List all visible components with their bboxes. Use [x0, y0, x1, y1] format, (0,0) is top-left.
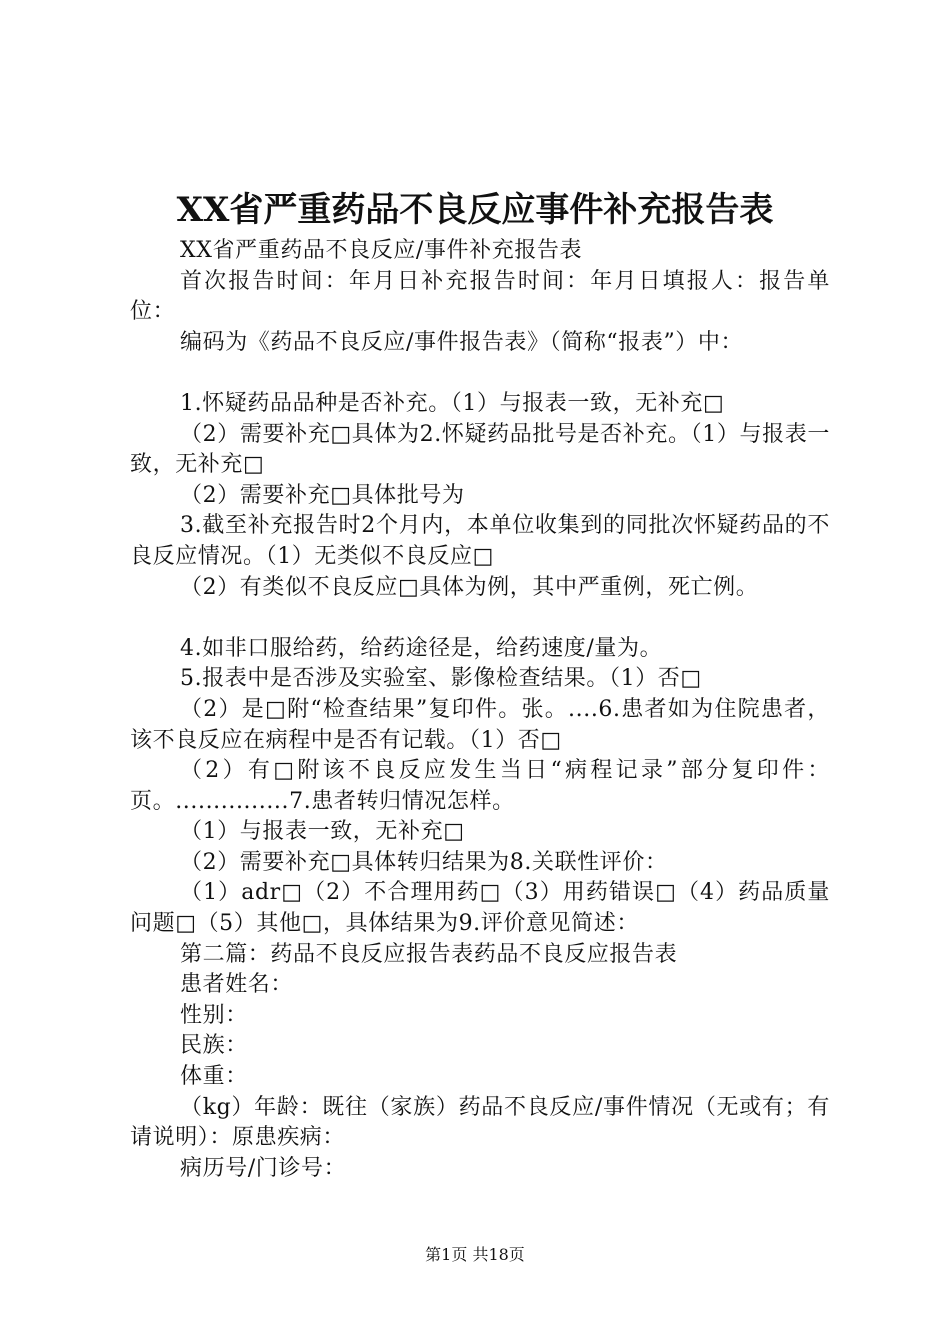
paragraph: （2）需要补充□具体转归结果为8.关联性评价：: [180, 849, 668, 875]
paragraph: 患者姓名：: [180, 972, 294, 998]
paragraph: （2）需要补充□具体为2.怀疑药品批号是否补充。（1）与报表一致，无补充□: [130, 421, 830, 478]
paragraph: 首次报告时间：年月日补充报告时间：年月日填报人：报告单位：: [130, 268, 830, 325]
paragraph: 4.如非口服给药，给药途径是，给药速度/量为。: [180, 635, 663, 661]
page-footer: 第1页 共18页: [425, 1245, 525, 1264]
paragraph: XX省严重药品不良反应/事件补充报告表: [180, 238, 583, 263]
paragraph: 体重：: [180, 1064, 248, 1090]
paragraph: 3.截至补充报告时2个月内，本单位收集到的同批次怀疑药品的不良反应情况。（1）无类似不良反应□: [130, 513, 830, 569]
blank-line: [130, 603, 830, 634]
paragraph: 5.报表中是否涉及实验室、影像检查结果。（1）否□: [180, 666, 702, 692]
paragraph: （2）有类似不良反应□具体为例，其中严重例，死亡例。: [180, 574, 759, 600]
paragraph: 民族：: [180, 1033, 248, 1059]
paragraph: （2）需要补充□具体批号为: [180, 482, 465, 508]
paragraph: （1）与报表一致，无补充□: [180, 819, 465, 845]
paragraph: （2）是□附“检查结果”复印件。张。....6.患者如为住院患者，该不良反应在病程中是否有记载。（1）否□: [130, 696, 830, 753]
paragraph: 病历号/门诊号：: [180, 1155, 347, 1181]
paragraph: （2）有□附该不良反应发生当日“病程记录”部分复印件：页。...............7.患者转归情况怎样。: [130, 758, 830, 814]
paragraph: 1.怀疑药品品种是否补充。（1）与报表一致，无补充□: [180, 390, 725, 416]
paragraph: （kg）年龄：既往（家族）药品不良反应/事件情况（无或有；有请说明）：原患疾病：: [130, 1094, 830, 1151]
paragraph: 性别：: [180, 1002, 248, 1028]
paragraph: 第二篇：药品不良反应报告表药品不良反应报告表: [180, 941, 678, 967]
document-body: [130, 236, 830, 1184]
paragraph: 编码为《药品不良反应/事件报告表》（简称“报表”）中：: [180, 329, 744, 355]
blank-line: [130, 358, 830, 389]
paragraph: （1）adr□（2）不合理用药□（3）用药错误□（4）药品质量问题□（5）其他□，具体结果为9.评价意见简述：: [130, 880, 830, 937]
document-title: XX省严重药品不良反应事件补充报告表: [176, 190, 774, 230]
